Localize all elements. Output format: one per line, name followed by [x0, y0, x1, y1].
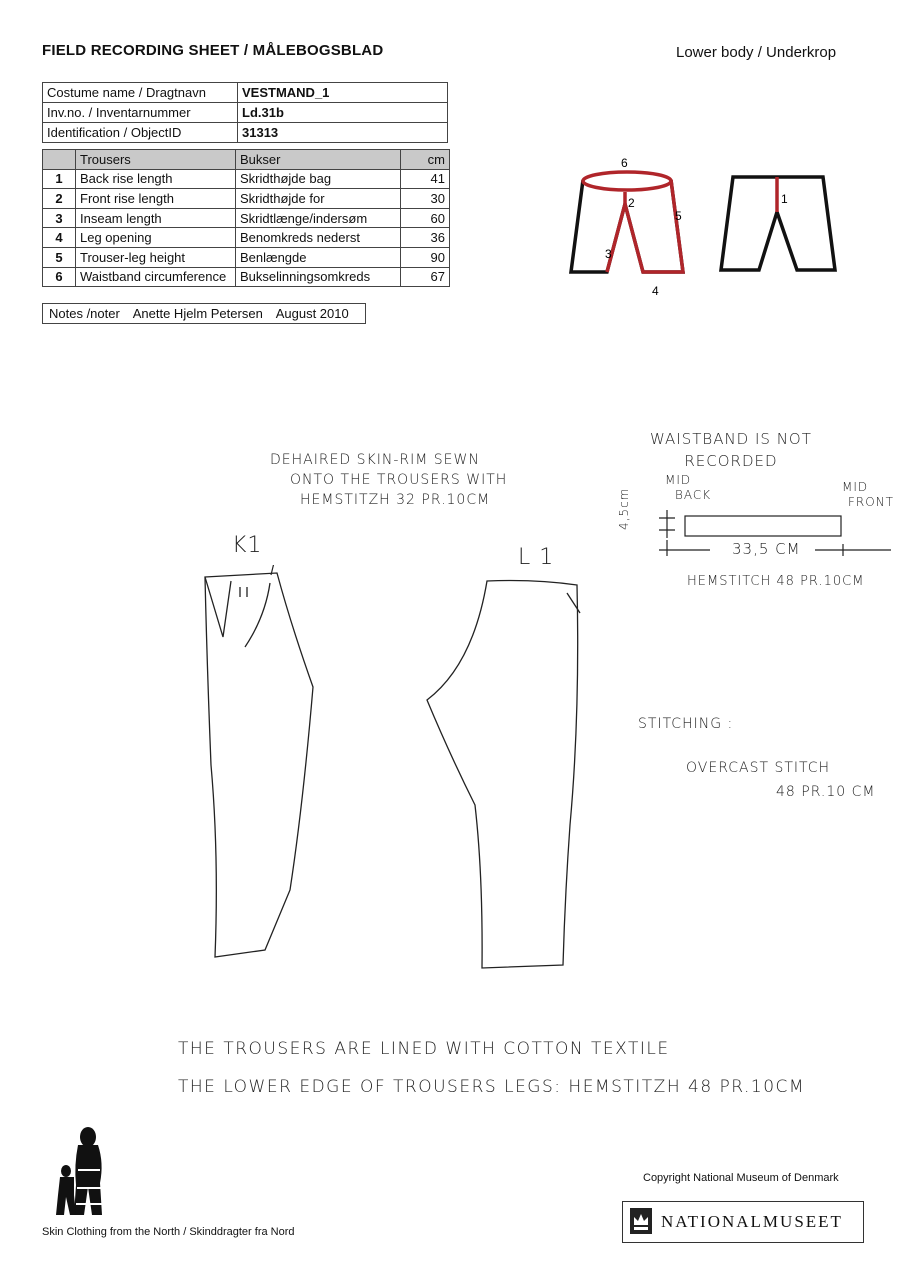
diagram-label-6: 6 [621, 156, 628, 170]
measurements-table [42, 149, 450, 287]
pattern-pieces-drawing [195, 565, 595, 975]
copyright-notice: Copyright National Museum of Denmark [643, 1172, 839, 1184]
stitching-note: OVERCAST STITCH 48 PR.10 CM [686, 760, 876, 800]
front-trousers-diagram [571, 172, 683, 272]
diagram-label-1: 1 [781, 192, 788, 206]
waistband-note: WAISTBAND IS NOT RECORDED [650, 430, 812, 470]
back-trousers-diagram [721, 177, 835, 270]
diagram-label-4: 4 [652, 284, 659, 298]
row-label-dk: Skridtlænge/indersøm [236, 208, 401, 228]
object-id-label: Identification / ObjectID [43, 123, 238, 143]
diagram-label-3: 3 [605, 247, 612, 261]
row-value: 30 [401, 189, 450, 209]
project-caption: Skin Clothing from the North / Skinddragter fra Nord [42, 1226, 295, 1238]
object-id-value: 31313 [238, 123, 448, 143]
row-value: 60 [401, 208, 450, 228]
costume-name-row [43, 83, 448, 103]
row-value: 90 [401, 247, 450, 267]
inventory-number-value: Ld.31b [238, 103, 448, 123]
row-label-en: Inseam length [76, 208, 236, 228]
waistband-hemstitch-label: HEMSTITCH 48 PR.10CM [687, 574, 865, 589]
table-row [43, 228, 450, 248]
inventory-number-label: Inv.no. / Inventarnummer [43, 103, 238, 123]
waistband-height-label: 4,5cm [617, 487, 631, 530]
row-value: 41 [401, 169, 450, 189]
row-number: 4 [43, 228, 76, 248]
table-row [43, 267, 450, 287]
row-label-en: Waistband circumference [76, 267, 236, 287]
row-label-dk: Skridthøjde for [236, 189, 401, 209]
row-number: 2 [43, 189, 76, 209]
nationalmuseet-logo [622, 1201, 864, 1243]
header-unit: cm [401, 150, 450, 170]
notes-box [42, 303, 366, 324]
row-number: 1 [43, 169, 76, 189]
skin-rim-note: DEHAIRED SKIN-RIM SEWN ONTO THE TROUSERS WITH HEMSTITZH 32 PR.10CM [270, 452, 508, 508]
piece-label-l1: L 1 [518, 545, 555, 570]
table-row [43, 169, 450, 189]
piece-label-k1: K1 [232, 533, 263, 558]
row-label-en: Front rise length [76, 189, 236, 209]
row-label-dk: Bukselinningsomkreds [236, 267, 401, 287]
notes-date: August 2010 [275, 306, 349, 321]
diagram-label-5: 5 [675, 209, 682, 223]
table-row [43, 189, 450, 209]
stitching-title: STITCHING : [638, 716, 734, 732]
header-bukser: Bukser [236, 150, 401, 170]
row-number: 3 [43, 208, 76, 228]
row-number: 6 [43, 267, 76, 287]
table-row [43, 247, 450, 267]
mid-front-label: MID FRONT [842, 480, 894, 509]
row-label-en: Leg opening [76, 228, 236, 248]
row-label-dk: Benomkreds nederst [236, 228, 401, 248]
nationalmuseet-wordmark: NATIONALMUSEET [661, 1212, 843, 1231]
costume-name-label: Costume name / Dragtnavn [43, 83, 238, 103]
mid-back-label: MID BACK [665, 473, 712, 502]
waistband-length-label: 33,5 CM [732, 540, 801, 558]
diagram-label-2: 2 [628, 196, 635, 210]
measurements-header [43, 150, 450, 170]
row-label-en: Back rise length [76, 169, 236, 189]
notes-author: Anette Hjelm Petersen [132, 306, 263, 321]
header-trousers: Trousers [76, 150, 236, 170]
sheet-title: FIELD RECORDING SHEET / MÅLEBOGSBLAD [42, 42, 384, 59]
inventory-number-row [43, 103, 448, 123]
row-number: 5 [43, 247, 76, 267]
row-label-en: Trouser-leg height [76, 247, 236, 267]
row-value: 67 [401, 267, 450, 287]
row-label-dk: Skridthøjde bag [236, 169, 401, 189]
crown-icon [629, 1207, 653, 1235]
row-value: 36 [401, 228, 450, 248]
costume-info-table [42, 82, 448, 143]
costume-name-value: VESTMAND_1 [238, 83, 448, 103]
measurement-diagram [555, 150, 855, 300]
notes-label: Notes /noter [49, 306, 120, 321]
table-row [43, 208, 450, 228]
pattern-piece-l1 [427, 581, 578, 969]
row-label-dk: Benlængde [236, 247, 401, 267]
section-label: Lower body / Underkrop [676, 44, 837, 61]
bottom-notes [178, 1030, 805, 1106]
object-id-row [43, 123, 448, 143]
hem-note: THE LOWER EDGE OF TROUSERS LEGS: HEMSTITZH 48 PR.10CM [178, 1077, 806, 1097]
skin-clothing-figures-icon [48, 1125, 118, 1220]
waistband-drawing [655, 500, 895, 570]
lining-note: THE TROUSERS ARE LINED WITH COTTON TEXTILE [178, 1039, 670, 1059]
